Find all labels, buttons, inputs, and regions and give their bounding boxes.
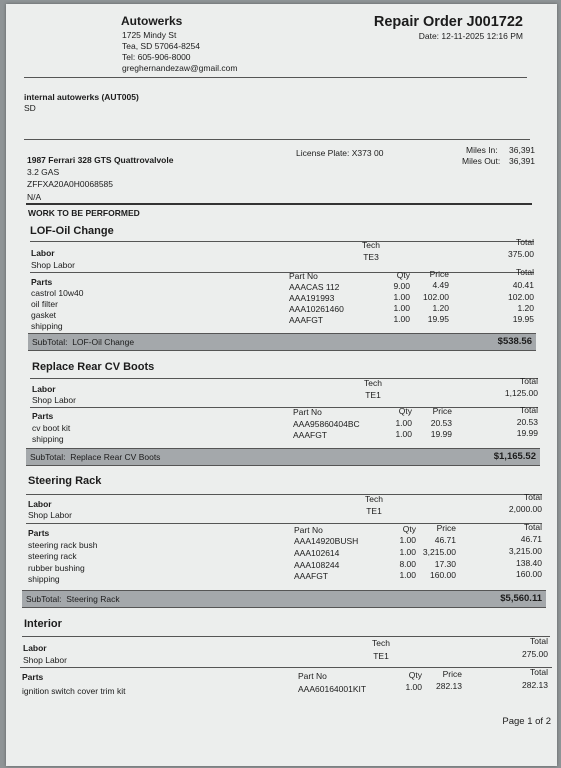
parts-total-label: Total <box>516 267 534 277</box>
part-number: AAA108244 <box>294 560 340 570</box>
divider <box>26 203 532 205</box>
subtotal-bar <box>28 333 536 351</box>
shop-name: Autowerks <box>121 14 183 28</box>
repair-order-page <box>6 4 557 766</box>
miles-out-label: Miles Out: <box>462 156 501 166</box>
labor-description: Shop Labor <box>23 655 67 665</box>
vehicle-name: 1987 Ferrari 328 GTS Quattrovalvole <box>27 155 174 165</box>
labor-description: Shop Labor <box>32 395 76 405</box>
part-qty: 9.00 <box>393 281 410 291</box>
part-number: AAAFGT <box>294 571 329 581</box>
part-number: AAA60164001KIT <box>298 684 367 694</box>
license-plate: License Plate: X373 00 <box>296 148 384 158</box>
parts-total-label: Total <box>520 405 538 415</box>
job-title: LOF-Oil Change <box>30 225 114 237</box>
part-no-label: Part No <box>289 271 318 281</box>
part-number: AAAFGT <box>289 315 324 325</box>
shop-address-line2: Tea, SD 57064-8254 <box>122 41 200 51</box>
labor-description: Shop Labor <box>28 510 72 520</box>
part-name: shipping <box>28 574 60 584</box>
part-price: 4.49 <box>432 280 449 290</box>
subtotal-label: SubTotal: Replace Rear CV Boots <box>30 452 161 462</box>
part-price: 1.20 <box>432 303 449 313</box>
part-number: AAACAS 112 <box>289 282 340 292</box>
subtotal-amount: $1,165.52 <box>493 451 536 462</box>
shop-email: greghernandezaw@gmail.com <box>122 63 238 73</box>
labor-total: 1,125.00 <box>504 388 538 398</box>
part-total: 138.40 <box>516 558 542 568</box>
subtotal-bar <box>22 590 546 608</box>
part-qty: 1.00 <box>393 303 410 313</box>
part-price: 282.13 <box>436 681 462 691</box>
customer-name: internal autowerks (AUT005) <box>24 92 139 102</box>
customer-state: SD <box>24 103 36 113</box>
subtotal-label: SubTotal: Steering Rack <box>26 594 120 604</box>
labor-label: Labor <box>31 248 55 258</box>
part-total: 46.71 <box>520 534 542 544</box>
part-qty: 1.00 <box>393 314 410 324</box>
labor-tech: TE1 <box>365 390 381 400</box>
job-title: Steering Rack <box>28 475 102 487</box>
part-total: 3,215.00 <box>508 546 542 556</box>
part-number: AAA102614 <box>294 548 340 558</box>
part-total: 160.00 <box>516 569 542 579</box>
part-no-label: Part No <box>293 407 322 417</box>
part-name: castrol 10w40 <box>31 288 84 298</box>
labor-label: Labor <box>28 499 52 509</box>
work-header: WORK TO BE PERFORMED <box>28 208 140 218</box>
order-date: Date: 12-11-2025 12:16 PM <box>418 31 523 41</box>
price-label: Price <box>429 269 449 279</box>
part-qty: 1.00 <box>393 292 410 302</box>
qty-label: Qty <box>408 670 422 680</box>
subtotal-amount: $5,560.11 <box>500 593 542 604</box>
labor-total: 275.00 <box>522 649 548 659</box>
part-qty: 1.00 <box>399 547 416 557</box>
price-label: Price <box>436 523 456 533</box>
price-label: Price <box>442 669 462 679</box>
labor-total: 375.00 <box>508 249 534 259</box>
parts-label: Parts <box>22 672 44 682</box>
part-no-label: Part No <box>298 671 327 681</box>
parts-total-label: Total <box>524 522 542 532</box>
part-total: 20.53 <box>516 417 538 427</box>
part-number: AAA191993 <box>289 293 335 303</box>
tech-label: Tech <box>372 638 390 648</box>
part-number: AAA10261460 <box>289 304 344 314</box>
subtotal-bar <box>26 448 540 466</box>
job-title: Interior <box>24 618 62 630</box>
part-total: 102.00 <box>508 292 534 302</box>
labor-tech: TE1 <box>373 651 389 661</box>
part-total: 1.20 <box>517 303 534 313</box>
labor-tech: TE1 <box>366 506 382 516</box>
part-qty: 1.00 <box>399 570 416 580</box>
miles-in-value: 36,391 <box>509 145 535 155</box>
qty-label: Qty <box>402 524 416 534</box>
part-price: 17.30 <box>434 559 456 569</box>
part-name: steering rack <box>28 551 77 561</box>
labor-total-label: Total <box>524 492 542 502</box>
subtotal-label: SubTotal: LOF-Oil Change <box>32 337 135 347</box>
page-number: Page 1 of 2 <box>502 716 551 727</box>
vehicle-vin: ZFFXA20A0H0068585 <box>27 179 113 189</box>
part-number: AAA95860404BC <box>293 419 360 429</box>
part-qty: 1.00 <box>405 682 422 692</box>
part-qty: 1.00 <box>395 429 412 439</box>
labor-description: Shop Labor <box>31 260 75 270</box>
part-price: 160.00 <box>430 570 456 580</box>
job-title: Replace Rear CV Boots <box>32 361 155 373</box>
part-total: 282.13 <box>522 680 548 690</box>
labor-total-label: Total <box>520 376 538 386</box>
price-label: Price <box>432 406 452 416</box>
labor-total-label: Total <box>530 636 548 646</box>
labor-total: 2,000.00 <box>508 504 542 514</box>
parts-total-label: Total <box>530 667 548 677</box>
parts-label: Parts <box>31 277 53 287</box>
vehicle-extra: N/A <box>27 192 42 202</box>
part-name: gasket <box>31 310 57 320</box>
part-no-label: Part No <box>294 525 323 535</box>
tech-label: Tech <box>362 240 380 250</box>
miles-out-value: 36,391 <box>509 156 535 166</box>
part-name: steering rack bush <box>28 540 98 550</box>
part-price: 19.95 <box>427 314 449 324</box>
divider <box>24 77 527 78</box>
labor-label: Labor <box>23 643 47 653</box>
labor-label: Labor <box>32 384 56 394</box>
part-qty: 1.00 <box>399 535 416 545</box>
qty-label: Qty <box>396 270 410 280</box>
labor-tech: TE3 <box>363 252 379 262</box>
qty-label: Qty <box>398 406 412 416</box>
part-name: rubber bushing <box>28 563 85 573</box>
part-number: AAAFGT <box>293 430 328 440</box>
part-total: 40.41 <box>512 280 534 290</box>
tech-label: Tech <box>364 378 382 388</box>
part-price: 20.53 <box>430 418 452 428</box>
vehicle-engine: 3.2 GAS <box>27 167 60 177</box>
part-price: 102.00 <box>423 292 449 302</box>
part-price: 3,215.00 <box>422 547 456 557</box>
shop-phone: Tel: 605-906-8000 <box>122 52 191 62</box>
miles-in-label: Miles In: <box>466 145 498 155</box>
part-name: shipping <box>32 434 64 444</box>
part-price: 19.99 <box>430 429 452 439</box>
repair-order-title: Repair Order J001722 <box>373 14 523 30</box>
part-qty: 1.00 <box>395 418 412 428</box>
tech-label: Tech <box>365 494 383 504</box>
part-total: 19.99 <box>516 428 538 438</box>
labor-total-label: Total <box>516 237 534 247</box>
part-number: AAA14920BUSH <box>294 536 359 546</box>
parts-label: Parts <box>32 411 54 421</box>
part-total: 19.95 <box>512 314 534 324</box>
part-price: 46.71 <box>434 535 456 545</box>
part-name: ignition switch cover trim kit <box>22 686 126 696</box>
part-name: cv boot kit <box>32 423 71 433</box>
part-name: oil filter <box>31 299 58 309</box>
parts-label: Parts <box>28 528 50 538</box>
subtotal-amount: $538.56 <box>497 336 532 347</box>
part-qty: 8.00 <box>399 559 416 569</box>
part-name: shipping <box>31 321 63 331</box>
divider <box>24 139 530 140</box>
shop-address-line1: 1725 Mindy St <box>122 30 177 40</box>
